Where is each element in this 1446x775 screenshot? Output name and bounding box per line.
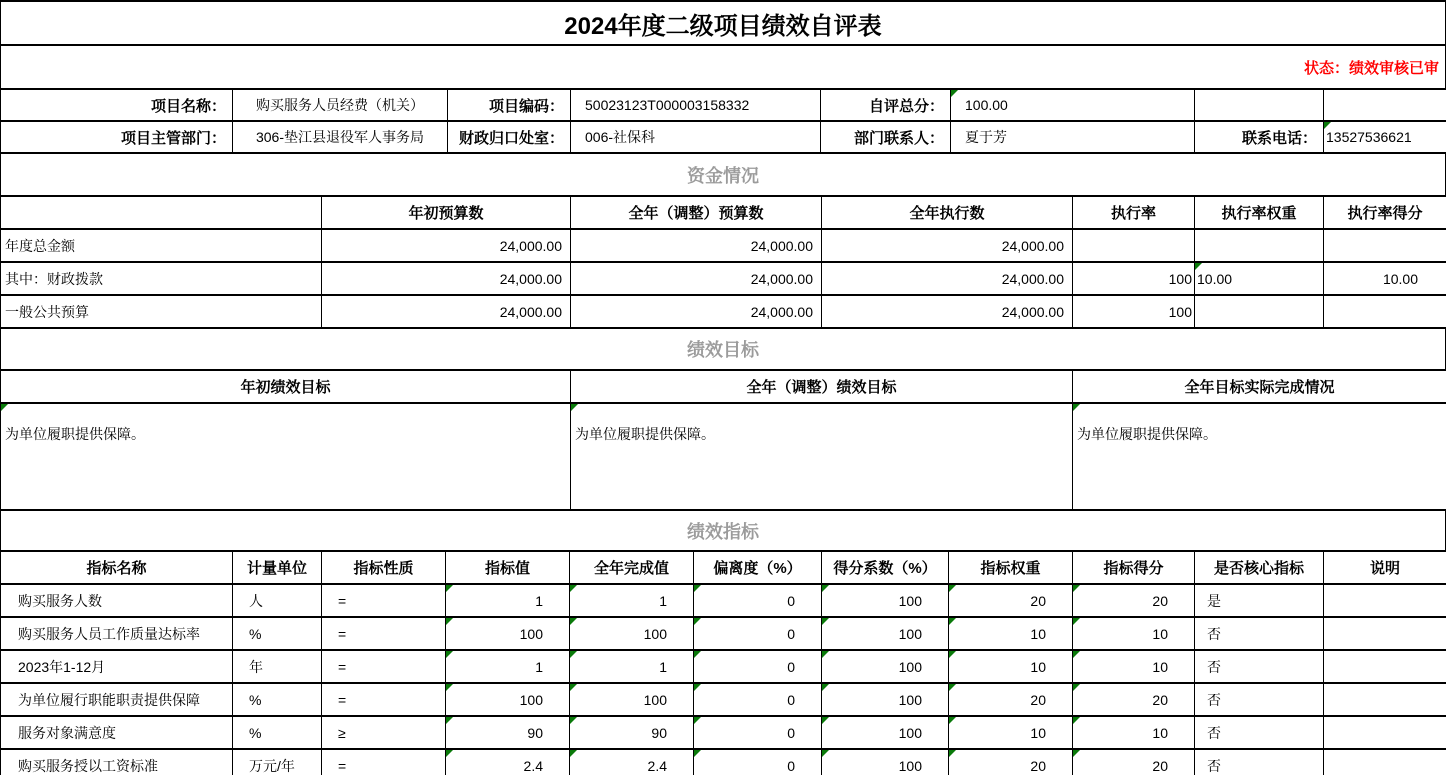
green-triangle-icon <box>694 684 701 691</box>
indicator-score[interactable]: 10 <box>1073 650 1195 683</box>
indicator-coefficient[interactable]: 100 <box>822 683 949 716</box>
indicator-coefficient[interactable]: 100 <box>822 584 949 617</box>
green-triangle-icon <box>446 684 453 691</box>
goal-adjusted-value[interactable]: 为单位履职提供保障。 <box>571 403 1073 510</box>
executed-value[interactable]: 24,000.00 <box>822 229 1073 262</box>
indicator-target[interactable]: 100 <box>446 617 570 650</box>
indicator-coefficient[interactable]: 100 <box>822 716 949 749</box>
green-triangle-icon <box>949 684 956 691</box>
indicator-coefficient[interactable]: 100 <box>822 749 949 775</box>
column-header: 计量单位 <box>233 551 322 584</box>
goal-initial-value[interactable]: 为单位履职提供保障。 <box>1 403 571 510</box>
indicators-table <box>0 550 1446 775</box>
indicator-deviation[interactable]: 0 <box>694 617 822 650</box>
green-triangle-icon <box>949 717 956 724</box>
column-header: 全年执行数 <box>822 196 1073 229</box>
green-triangle-icon <box>822 684 829 691</box>
indicator-nature[interactable]: = <box>322 617 446 650</box>
indicator-unit[interactable]: 年 <box>233 650 322 683</box>
department-label: 项目主管部门： <box>1 121 233 153</box>
table-header-row <box>1 551 1446 584</box>
execution-rate-value[interactable] <box>1073 229 1195 262</box>
status-badge: 状态：绩效审核已审 <box>0 46 1446 88</box>
indicator-core-flag[interactable]: 否 <box>1195 749 1324 775</box>
indicator-core-flag[interactable]: 是 <box>1195 584 1324 617</box>
indicator-actual[interactable]: 2.4 <box>570 749 694 775</box>
indicator-deviation[interactable]: 0 <box>694 749 822 775</box>
project-code-value[interactable]: 50023123T000003158332 <box>571 89 821 121</box>
self-score-label: 自评总分： <box>821 89 951 121</box>
green-triangle-icon <box>1 404 8 411</box>
indicator-score[interactable]: 10 <box>1073 617 1195 650</box>
indicator-unit[interactable]: % <box>233 683 322 716</box>
indicator-row <box>1 749 1446 775</box>
indicator-unit[interactable]: % <box>233 617 322 650</box>
green-triangle-icon <box>694 750 701 757</box>
green-triangle-icon <box>694 717 701 724</box>
column-header: 全年目标实际完成情况 <box>1073 370 1446 403</box>
indicator-score[interactable]: 20 <box>1073 584 1195 617</box>
indicator-name[interactable]: 购买服务人员工作质量达标率 <box>1 617 233 650</box>
green-triangle-icon <box>570 750 577 757</box>
rate-weight-value[interactable] <box>1195 295 1324 328</box>
executed-value[interactable]: 24,000.00 <box>822 262 1073 295</box>
green-triangle-icon <box>1073 750 1080 757</box>
indicator-note[interactable] <box>1324 617 1446 650</box>
indicator-weight[interactable]: 10 <box>949 716 1073 749</box>
indicator-weight[interactable]: 10 <box>949 650 1073 683</box>
goals-table <box>0 369 1446 511</box>
indicator-score[interactable]: 20 <box>1073 749 1195 775</box>
fund-row-label: 一般公共预算 <box>1 295 322 328</box>
section-title-indicators: 绩效指标 <box>0 511 1446 550</box>
funds-table <box>0 195 1446 329</box>
indicator-weight[interactable]: 20 <box>949 749 1073 775</box>
contact-person-label: 部门联系人： <box>821 121 951 153</box>
indicator-actual[interactable]: 1 <box>570 584 694 617</box>
table-row <box>1 262 1446 295</box>
rate-weight-value[interactable]: 10.00 <box>1195 262 1324 295</box>
indicator-deviation[interactable]: 0 <box>694 683 822 716</box>
rate-score-value[interactable]: 10.00 <box>1324 262 1446 295</box>
indicator-target[interactable]: 90 <box>446 716 570 749</box>
column-header: 指标得分 <box>1073 551 1195 584</box>
indicator-target[interactable]: 1 <box>446 584 570 617</box>
green-triangle-icon <box>570 585 577 592</box>
column-header: 全年（调整）绩效目标 <box>571 370 1073 403</box>
green-triangle-icon <box>694 618 701 625</box>
section-title-funds: 资金情况 <box>0 154 1446 195</box>
column-header: 年初预算数 <box>322 196 571 229</box>
indicator-deviation[interactable]: 0 <box>694 650 822 683</box>
column-header: 执行率权重 <box>1195 196 1324 229</box>
table-row <box>1 403 1446 510</box>
page-title: 2024年度二级项目绩效自评表 <box>0 0 1446 46</box>
column-header: 执行率 <box>1073 196 1195 229</box>
indicator-score[interactable]: 20 <box>1073 683 1195 716</box>
fund-row-label: 其中：财政拨款 <box>1 262 322 295</box>
empty-cell[interactable] <box>1324 89 1446 121</box>
department-value[interactable]: 306-垫江县退役军人事务局 <box>233 121 448 153</box>
green-triangle-icon <box>1073 585 1080 592</box>
indicator-deviation[interactable]: 0 <box>694 584 822 617</box>
indicator-core-flag[interactable]: 否 <box>1195 716 1324 749</box>
indicator-actual[interactable]: 100 <box>570 617 694 650</box>
green-triangle-icon <box>694 651 701 658</box>
table-row <box>1 229 1446 262</box>
rate-weight-value[interactable] <box>1195 229 1324 262</box>
column-header: 偏离度（%） <box>694 551 822 584</box>
indicator-note[interactable] <box>1324 749 1446 775</box>
indicator-weight[interactable]: 20 <box>949 683 1073 716</box>
indicator-weight[interactable]: 20 <box>949 584 1073 617</box>
green-triangle-icon <box>446 651 453 658</box>
indicator-core-flag[interactable]: 否 <box>1195 650 1324 683</box>
column-header <box>1 196 322 229</box>
green-triangle-icon <box>949 585 956 592</box>
green-triangle-icon <box>1195 263 1202 270</box>
budget-adjusted-value[interactable]: 24,000.00 <box>571 262 822 295</box>
indicator-name[interactable]: 购买服务授以工资标准 <box>1 749 233 775</box>
finance-office-value[interactable]: 006-社保科 <box>571 121 821 153</box>
goal-completion-value[interactable]: 为单位履职提供保障。 <box>1073 403 1446 510</box>
budget-adjusted-value[interactable]: 24,000.00 <box>571 229 822 262</box>
column-header: 全年完成值 <box>570 551 694 584</box>
column-header: 指标性质 <box>322 551 446 584</box>
indicator-coefficient[interactable]: 100 <box>822 650 949 683</box>
indicator-deviation[interactable]: 0 <box>694 716 822 749</box>
green-triangle-icon <box>951 90 958 97</box>
indicator-weight[interactable]: 10 <box>949 617 1073 650</box>
indicator-core-flag[interactable]: 否 <box>1195 683 1324 716</box>
column-header: 指标名称 <box>1 551 233 584</box>
project-name-label: 项目名称： <box>1 89 233 121</box>
project-info-table <box>0 88 1446 154</box>
executed-value[interactable]: 24,000.00 <box>822 295 1073 328</box>
indicator-name[interactable]: 服务对象满意度 <box>1 716 233 749</box>
budget-initial-value[interactable]: 24,000.00 <box>322 229 571 262</box>
column-header: 全年（调整）预算数 <box>571 196 822 229</box>
indicator-name[interactable]: 2023年1-12月 <box>1 650 233 683</box>
green-triangle-icon <box>570 684 577 691</box>
indicator-nature[interactable]: = <box>322 584 446 617</box>
green-triangle-icon <box>822 618 829 625</box>
column-header: 年初绩效目标 <box>1 370 571 403</box>
green-triangle-icon <box>446 585 453 592</box>
green-triangle-icon <box>822 585 829 592</box>
table-header-row <box>1 370 1446 403</box>
contact-person-value[interactable]: 夏于芳 <box>951 121 1195 153</box>
indicator-nature[interactable]: = <box>322 683 446 716</box>
section-title-goals: 绩效目标 <box>0 329 1446 369</box>
budget-initial-value[interactable]: 24,000.00 <box>322 295 571 328</box>
self-score-value[interactable]: 100.00 <box>951 89 1195 121</box>
green-triangle-icon <box>1073 684 1080 691</box>
indicator-row <box>1 584 1446 617</box>
green-triangle-icon <box>822 750 829 757</box>
indicator-name[interactable]: 购买服务人数 <box>1 584 233 617</box>
indicator-row <box>1 716 1446 749</box>
column-header: 执行率得分 <box>1324 196 1446 229</box>
green-triangle-icon <box>1073 404 1080 411</box>
indicator-row <box>1 650 1446 683</box>
column-header: 指标权重 <box>949 551 1073 584</box>
rate-score-value[interactable] <box>1324 295 1446 328</box>
green-triangle-icon <box>1073 618 1080 625</box>
green-triangle-icon <box>822 651 829 658</box>
fund-row-label: 年度总金额 <box>1 229 322 262</box>
indicator-nature[interactable]: = <box>322 650 446 683</box>
indicator-coefficient[interactable]: 100 <box>822 617 949 650</box>
budget-adjusted-value[interactable]: 24,000.00 <box>571 295 822 328</box>
indicator-unit[interactable]: % <box>233 716 322 749</box>
column-header: 得分系数（%） <box>822 551 949 584</box>
indicator-nature[interactable]: = <box>322 749 446 775</box>
green-triangle-icon <box>571 404 578 411</box>
table-header-row <box>1 196 1446 229</box>
green-triangle-icon <box>1324 122 1331 129</box>
execution-rate-value[interactable]: 100 <box>1073 262 1195 295</box>
indicator-target[interactable]: 1 <box>446 650 570 683</box>
green-triangle-icon <box>949 750 956 757</box>
indicator-row <box>1 617 1446 650</box>
budget-initial-value[interactable]: 24,000.00 <box>322 262 571 295</box>
table-row <box>1 121 1446 153</box>
table-row <box>1 89 1446 121</box>
green-triangle-icon <box>570 651 577 658</box>
green-triangle-icon <box>949 618 956 625</box>
green-triangle-icon <box>694 585 701 592</box>
green-triangle-icon <box>446 750 453 757</box>
phone-value[interactable]: 13527536621 <box>1324 121 1446 153</box>
green-triangle-icon <box>570 717 577 724</box>
green-triangle-icon <box>1073 651 1080 658</box>
project-code-label: 项目编码： <box>448 89 571 121</box>
indicator-actual[interactable]: 90 <box>570 716 694 749</box>
execution-rate-value[interactable]: 100 <box>1073 295 1195 328</box>
column-header: 指标值 <box>446 551 570 584</box>
indicator-note[interactable] <box>1324 683 1446 716</box>
indicator-target[interactable]: 100 <box>446 683 570 716</box>
rate-score-value[interactable] <box>1324 229 1446 262</box>
green-triangle-icon <box>446 618 453 625</box>
project-name-value[interactable]: 购买服务人员经费（机关） <box>233 89 448 121</box>
indicator-actual[interactable]: 100 <box>570 683 694 716</box>
indicator-actual[interactable]: 1 <box>570 650 694 683</box>
phone-label: 联系电话： <box>1195 121 1324 153</box>
indicator-note[interactable] <box>1324 584 1446 617</box>
indicator-core-flag[interactable]: 否 <box>1195 617 1324 650</box>
indicator-nature[interactable]: ≥ <box>322 716 446 749</box>
green-triangle-icon <box>1073 717 1080 724</box>
green-triangle-icon <box>446 717 453 724</box>
column-header: 说明 <box>1324 551 1446 584</box>
indicator-unit[interactable]: 人 <box>233 584 322 617</box>
indicator-target[interactable]: 2.4 <box>446 749 570 775</box>
indicator-unit[interactable]: 万元/年 <box>233 749 322 775</box>
empty-cell[interactable] <box>1195 89 1324 121</box>
indicator-note[interactable] <box>1324 650 1446 683</box>
green-triangle-icon <box>570 618 577 625</box>
indicator-score[interactable]: 10 <box>1073 716 1195 749</box>
column-header: 是否核心指标 <box>1195 551 1324 584</box>
indicator-row <box>1 683 1446 716</box>
green-triangle-icon <box>822 717 829 724</box>
green-triangle-icon <box>949 651 956 658</box>
indicator-note[interactable] <box>1324 716 1446 749</box>
table-row <box>1 295 1446 328</box>
indicator-name[interactable]: 为单位履行职能职责提供保障 <box>1 683 233 716</box>
finance-office-label: 财政归口处室： <box>448 121 571 153</box>
